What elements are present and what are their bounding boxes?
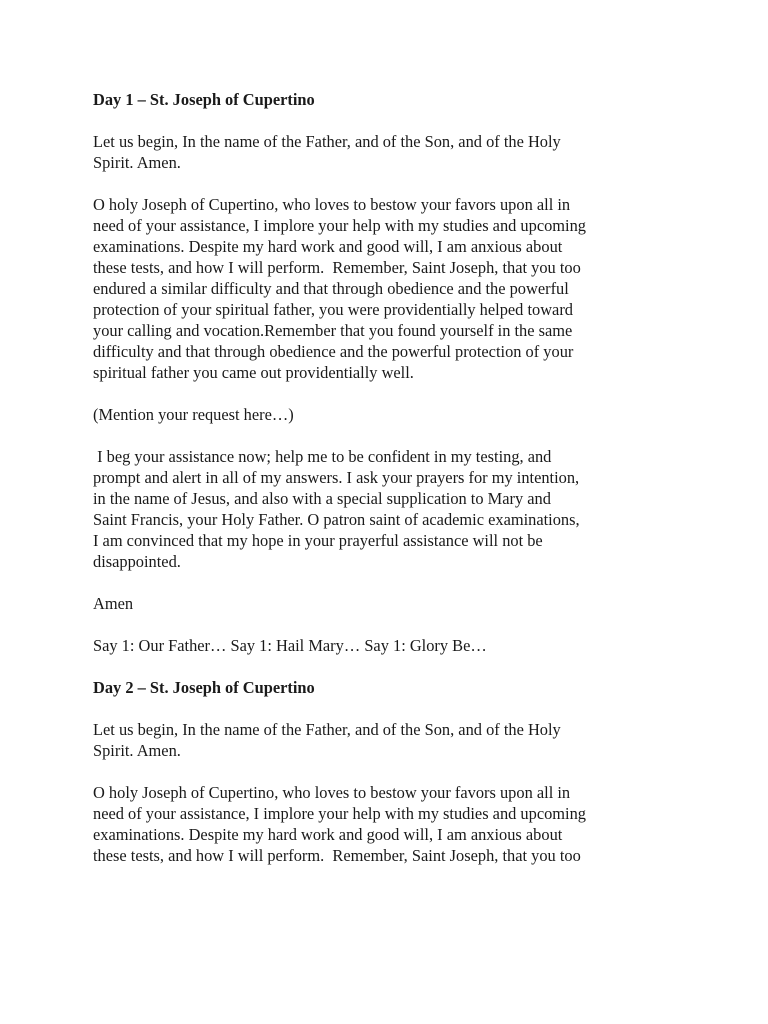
text-line: examinations. Despite my hard work and good will, I am anxious about (93, 237, 563, 256)
text-line: your calling and vocation.Remember that you found yourself in the same (93, 321, 573, 340)
day1-amen: Amen (93, 594, 134, 613)
text-line: Saint Francis, your Holy Father. O patron saint of academic examinations, (93, 510, 580, 529)
day2-opening-prayer (93, 719, 693, 761)
text-line: disappointed. (93, 552, 181, 571)
text-line: Spirit. Amen. (93, 153, 181, 172)
text-line: in the name of Jesus, and also with a special supplication to Mary and (93, 489, 551, 508)
text-line: I beg your assistance now; help me to be confident in my testing, and (93, 447, 552, 466)
day1-request-note: (Mention your request here…) (93, 405, 294, 424)
day2-main-prayer (93, 782, 693, 866)
text-line: prompt and alert in all of my answers. I ask your prayers for my intention, (93, 468, 580, 487)
text-line: Spirit. Amen. (93, 741, 181, 760)
text-line: Let us begin, In the name of the Father, and of the Son, and of the Holy (93, 132, 561, 151)
text-line: need of your assistance, I implore your help with my studies and upcoming (93, 804, 586, 823)
text-line: spiritual father you came out providentially well. (93, 363, 414, 382)
day1-heading: Day 1 – St. Joseph of Cupertino (93, 90, 315, 109)
document-body (93, 89, 693, 887)
text-line: difficulty and that through obedience and the powerful protection of your (93, 342, 574, 361)
text-line: I am convinced that my hope in your prayerful assistance will not be (93, 531, 543, 550)
text-line: these tests, and how I will perform. Remember, Saint Joseph, that you too (93, 846, 581, 865)
day1-opening-prayer (93, 131, 693, 173)
text-line: O holy Joseph of Cupertino, who loves to bestow your favors upon all in (93, 783, 571, 802)
text-line: need of your assistance, I implore your help with my studies and upcoming (93, 216, 586, 235)
text-line: Let us begin, In the name of the Father, and of the Son, and of the Holy (93, 720, 561, 739)
day2-heading: Day 2 – St. Joseph of Cupertino (93, 678, 315, 697)
day1-say-prayers: Say 1: Our Father… Say 1: Hail Mary… Say 1: Glory Be… (93, 636, 487, 655)
day1-petition (93, 446, 693, 572)
text-line: endured a similar difficulty and that through obedience and the powerful (93, 279, 569, 298)
text-line: these tests, and how I will perform. Remember, Saint Joseph, that you too (93, 258, 581, 277)
text-line: O holy Joseph of Cupertino, who loves to bestow your favors upon all in (93, 195, 571, 214)
day1-main-prayer (93, 194, 693, 383)
text-line: examinations. Despite my hard work and good will, I am anxious about (93, 825, 563, 844)
text-line: protection of your spiritual father, you were providentially helped toward (93, 300, 573, 319)
